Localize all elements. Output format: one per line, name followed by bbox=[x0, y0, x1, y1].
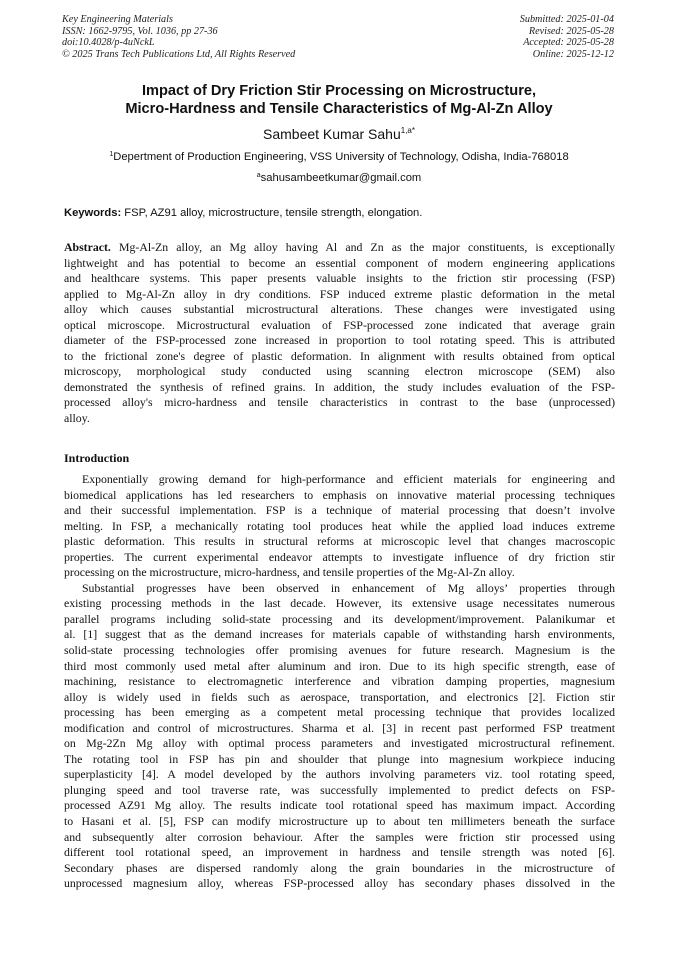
intro-line: unprocessed magnesium alloy, whereas FSP-processed alloy has secondary phases dissolved in the bbox=[64, 876, 615, 891]
email bbox=[40, 172, 638, 184]
intro-line: properties. The current experimental endeavor attempts to investigate influence of dry friction stir bbox=[64, 549, 615, 564]
intro-line: processing has been emerging as a competent metal processing technique that provides localized bbox=[64, 705, 615, 720]
intro-line: Secondary phases are dispersed randomly along the grain boundaries in the microstructure of bbox=[64, 860, 615, 875]
title-line: Micro-Hardness and Tensile Characteristics of Mg-Al-Zn Alloy bbox=[125, 100, 553, 117]
intro-line: and their successful implementation. FSP is a technique of material processing that doesn’t involve bbox=[64, 503, 615, 518]
intro-line: plastic deformation. This results in structural reforms at microscopic level that changes macroscopic bbox=[64, 534, 615, 549]
intro-line: different tool rotational speed, an improvement in hardness and tensile strength was noted [6]. bbox=[64, 845, 615, 860]
affiliation-text: Depertment of Production Engineering, VSS University of Technology, Odisha, India-768018 bbox=[113, 151, 569, 163]
keywords bbox=[64, 207, 616, 219]
author-superscript: 1,a* bbox=[400, 126, 415, 135]
abstract-line: diameter of the FSP-processed zone increased in proportion to tool rotating speed. This is attributed bbox=[64, 333, 615, 348]
paper-title bbox=[40, 83, 638, 118]
intro-line: modification and control of microstructures. Sharma et al. [3] in recent past performed FSP treatment bbox=[64, 720, 615, 735]
abstract-line: optical microscope. Microstructural evaluation of FSP-processed zone indicated that average grain bbox=[64, 317, 615, 332]
affiliation-superscript: 1 bbox=[109, 151, 114, 158]
email-address[interactable]: sahusambeetkumar@gmail.com bbox=[260, 172, 422, 184]
intro-line: parallel programs including solid-state processing and its development/improvement. Palanikumar et bbox=[64, 611, 615, 626]
intro-line: solid-state processing technologies offer promising avenues for future research. Magnesium is the bbox=[64, 643, 615, 658]
section-heading-introduction: Introduction bbox=[64, 451, 130, 465]
author bbox=[40, 126, 638, 142]
intro-line: Exponentially growing demand for high-performance and efficient materials for engineering and bbox=[82, 472, 615, 486]
intro-line: processed AZ91 Mg alloy. The results indicate tool rotational speed has maximum impact. According bbox=[64, 798, 615, 813]
abstract-line bbox=[64, 240, 615, 256]
intro-line: existing processing methods in the last decade. However, its extensive usage necessitates numerous bbox=[64, 596, 615, 611]
keywords-text: FSP, AZ91 alloy, microstructure, tensile strength, elongation. bbox=[121, 207, 423, 219]
abstract-line: to the frictional zone's degree of plastic deformation. In alignment with results obtained from optical bbox=[64, 348, 615, 363]
introduction-body bbox=[64, 472, 615, 892]
intro-line: and subsequently alter corrosion behaviour. After the samples were friction stir processed using bbox=[64, 829, 615, 844]
journal-info bbox=[62, 14, 295, 60]
abstract-line: and healthcare systems. This paper presents valuable insights to the friction stir processing (FSP) bbox=[64, 271, 615, 286]
intro-line: Substantial progresses have been observed in enhancement of Mg alloys’ properties through bbox=[82, 580, 615, 595]
journal-name: Key Engineering Materials bbox=[62, 14, 173, 25]
keywords-label: Keywords: bbox=[64, 207, 122, 219]
intro-line: plunging speed and tool traverse rate, was successfully implemented to predict defects on FSP- bbox=[64, 782, 615, 797]
abstract-line: applied to Mg-Al-Zn alloy in dry conditions. FSP induced extreme plastic deformation in the metal bbox=[64, 286, 615, 301]
intro-line: superplasticity [4]. A model developed by the authors involving parameters viz. tool rotating speed, bbox=[64, 767, 615, 782]
abstract bbox=[64, 240, 615, 427]
journal-issn: ISSN: 1662-9795, Vol. 1036, pp 27-36 bbox=[62, 25, 218, 37]
submission-dates bbox=[520, 14, 614, 60]
abstract-line: alloy. bbox=[64, 411, 90, 426]
intro-line: on Mg-2Zn Mg alloy with optimal process parameters and investigated microstructural refinement. bbox=[64, 736, 615, 751]
online-date: Online: 2025-12-12 bbox=[532, 48, 614, 60]
abstract-line: lightweight and has potential to become an essential component of modern engineering applications bbox=[64, 255, 615, 270]
abstract-line: processed alloy's micro-hardness and tensile characteristics in contrast to the base (unprocessed) bbox=[64, 395, 615, 410]
title-line: Impact of Dry Friction Stir Processing on Microstructure, bbox=[141, 83, 537, 99]
accepted-date: Accepted: 2025-05-28 bbox=[523, 37, 614, 49]
journal-doi[interactable]: doi:10.4028/p-4uNckL bbox=[62, 37, 155, 49]
intro-line: al. [1] suggest that as the demand increases for materials capable of withstanding harsh environments, bbox=[64, 627, 615, 642]
intro-line: The rotating tool in FSP has pin and shoulder that plunge into magnesium workpiece inducing bbox=[64, 751, 615, 766]
email-superscript: a bbox=[256, 172, 261, 179]
revised-date: Revised: 2025-05-28 bbox=[528, 25, 614, 37]
abstract-text: Mg-Al-Zn alloy, an Mg alloy having Al and Zn as the major constituents, is exceptionally bbox=[110, 240, 615, 254]
intro-line: processing on the microstructure, micro-hardness, and tensile properties of the Mg-Al-Zn alloy. bbox=[64, 565, 515, 580]
journal-copyright: © 2025 Trans Tech Publications Ltd, All Rights Reserved bbox=[62, 48, 296, 60]
intro-line: third most commonly used metal after aluminum and iron. Due to its high specific strength, ease of bbox=[64, 658, 615, 673]
abstract-line: demonstrated the synthesis of refined grains. In addition, the study includes evaluation of the FSP- bbox=[64, 379, 615, 394]
intro-line: machining, resistance to electromagnetic interference and vibration damping properties, magnesium bbox=[64, 674, 615, 689]
intro-line: alloy is widely used in fields such as aerospace, transportation, and electronics [2]. Fiction stir bbox=[64, 689, 615, 704]
intro-line: biomedical applications has led researchers to emphasis on innovative material processing techniques bbox=[64, 487, 615, 502]
intro-line: melting. In FSP, a mechanically rotating tool produces heat while the applied load induces extreme bbox=[64, 518, 615, 533]
submitted-date: Submitted: 2025-01-04 bbox=[519, 14, 614, 25]
author-name: Sambeet Kumar Sahu bbox=[263, 126, 401, 142]
abstract-line: microscopy, morphological study conducted using scanning electron microscope (SEM) also bbox=[64, 364, 615, 379]
abstract-line: alloy which causes substantial microstructural alterations. These changes were investigated using bbox=[64, 302, 615, 317]
intro-line: to Hasani et al. [5], FSP can modify microstructure up to about ten millimeters beneath the surface bbox=[64, 814, 615, 829]
abstract-label: Abstract. bbox=[64, 240, 111, 254]
affiliation bbox=[40, 151, 638, 163]
